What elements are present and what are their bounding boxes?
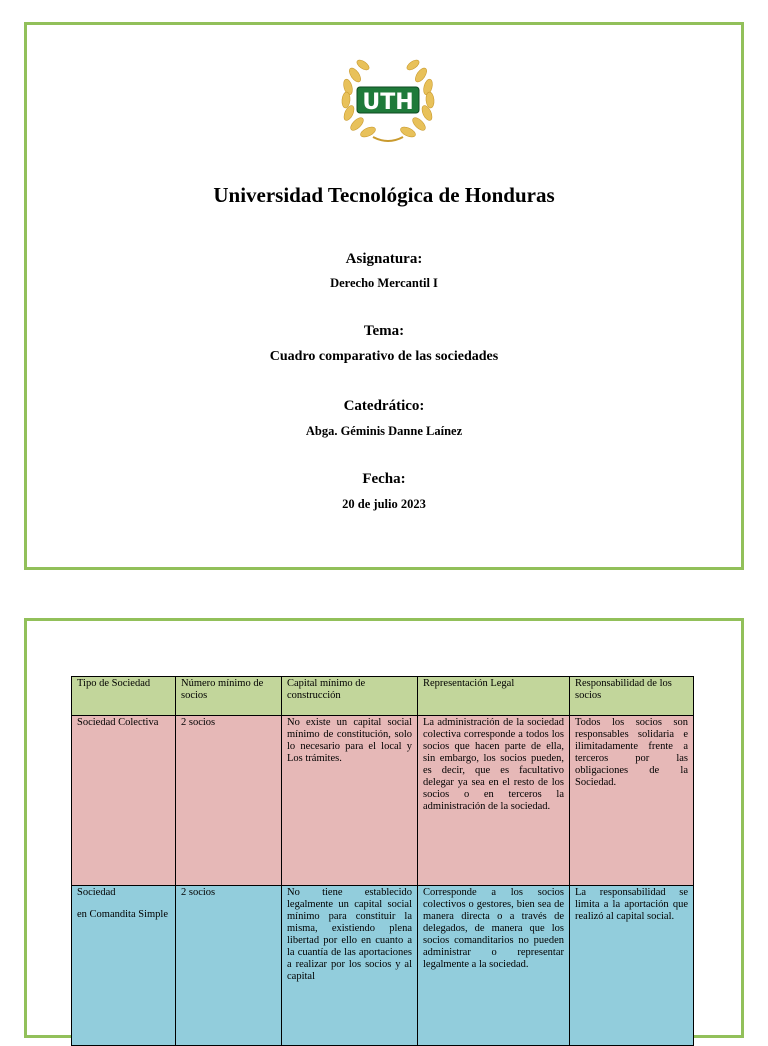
laurel-wreath-icon [333,47,443,147]
cell-representacion: La administración de la sociedad colectiva corresponde a todos los socios que hacen parte de ella, sin embargo, los socios pueden, es decir, que es facultativo delegar ya sea en el resto de los socios o en terceros la administración de la sociedad. [418,716,570,886]
cell-capital: No existe un capital social mínimo de constitución, solo lo necesario para el local y Los trámites. [282,716,418,886]
cell-representacion: Corresponde a los socios colectivos o gestores, bien sea de manera directa o a través de delegados, de manera que los socios comanditarios no pueden administrar o representar legalmente a la sociedad. [418,886,570,1046]
uth-logo [333,47,443,147]
table-row [72,886,694,1046]
professor-label: Catedrático: [343,398,425,414]
header-representacion: Representación Legal [418,677,570,716]
university-name: Universidad Tecnológica de Honduras [213,183,555,207]
date-value: 20 de julio 2023 [342,497,426,511]
header-tipo: Tipo de Sociedad [72,677,176,716]
cell-numero: 2 socios [176,886,282,1046]
cover-page [24,22,744,570]
logo-text: UTH [362,90,414,115]
cell-tipo-line1: Sociedad [77,887,116,898]
date-label: Fecha: [362,471,406,487]
cell-tipo-line2: en Comandita Simple [77,909,168,920]
table-header-row [72,677,694,716]
cell-tipo: Sociedad Colectiva [72,716,176,886]
comparison-table [71,676,694,1046]
table-page [24,618,744,1038]
topic-value: Cuadro comparativo de las sociedades [269,349,499,364]
subject-label: Asignatura: [345,251,423,267]
header-numero: Número mínimo de socios [176,677,282,716]
topic-label: Tema: [363,323,405,339]
subject-value: Derecho Mercantil I [330,276,438,290]
header-capital: Capital mínimo de construcción [282,677,418,716]
header-responsabilidad: Responsabilidad de los socios [570,677,694,716]
cell-responsabilidad: Todos los socios son responsables solidaria e ilimitadamente frente a terceros por las obligaciones de la Sociedad. [570,716,694,886]
cell-tipo [72,886,176,1046]
cell-numero: 2 socios [176,716,282,886]
table-row [72,716,694,886]
professor-value: Abga. Géminis Danne Laínez [305,424,463,438]
cell-responsabilidad: La responsabilidad se limita a la aportación que realizó al capital social. [570,886,694,1046]
cell-capital: No tiene establecido legalmente un capital social mínimo para constituir la misma, existiendo plena libertad por ello en cuanto a la cuantía de las aportaciones a realizar por los socios y al capital [282,886,418,1046]
